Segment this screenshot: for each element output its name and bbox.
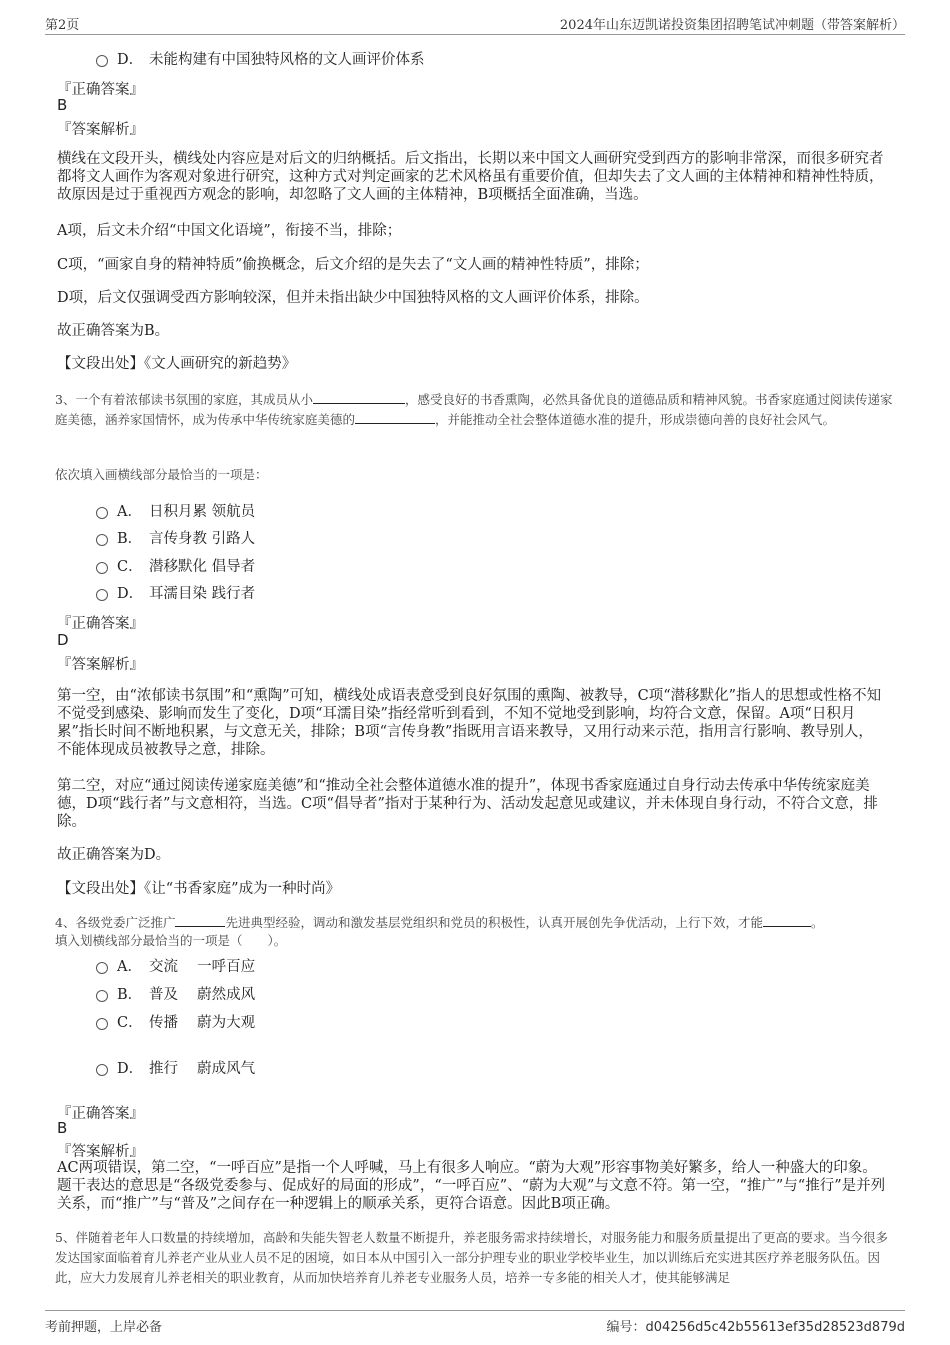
radio-icon[interactable]	[96, 589, 108, 601]
answer-label: 『正确答案』	[57, 82, 144, 98]
answer-value: B	[57, 96, 68, 114]
answer-value: D	[57, 631, 69, 649]
radio-icon[interactable]	[96, 534, 108, 546]
document-title: 2024年山东迈凯诺投资集团招聘笔试冲刺题（带答案解析）	[559, 18, 905, 33]
answer-label: 『正确答案』	[57, 616, 144, 632]
analysis-paragraph: C项，“画家自身的精神特质”偷换概念，后文介绍的是失去了“文人画的精神性特质”，排除；	[57, 257, 649, 273]
page-footer	[45, 1310, 905, 1333]
q2-option-d[interactable]	[96, 48, 425, 68]
analysis-label: 『答案解析』	[57, 122, 144, 138]
answer-label: 『正确答案』	[57, 1106, 144, 1122]
question-prompt: 填入划横线部分最恰当的一项是（ ）。	[55, 933, 287, 948]
analysis-paragraph: 第一空，由“浓郁读书氛围”和“熏陶”可知，横线处成语表意受到良好氛围的熏陶、被教导，C项“潜移默化”指人的思想或性格不知不觉受到感染、影响而发生了变化，D项“耳濡目染”指经常听到看到，不知不觉地受到影响，均符合文意，保留。A项“日积月累”指长时间不断地积累，与文意无关，排除；B项“言传身教”指既用言语来教导，又用行动来示范，指用言行影响、教导别人，不能体现成员被教导之意，排除。	[57, 688, 882, 758]
question-stem: 5、伴随着老年人口数量的持续增加，高龄和失能失智老人数量不断提升，养老服务需求持续增长，对服务能力和服务质量提出了更高的要求。当今很多发达国家面临着育儿养老产业从业人员不足的困境，如日本从中国引入一部分护理专业的职业学校毕业生，加以训练后充实进其医疗养老服务队伍。因此，应大力发展育儿养老相关的职业教育，从而加快培养育儿养老专业服务人员，培养一专多能的相关人才，使其能够满足	[55, 1230, 888, 1285]
analysis-label: 『答案解析』	[57, 657, 144, 673]
analysis-label: 『答案解析』	[57, 1144, 144, 1160]
radio-icon[interactable]	[96, 55, 108, 67]
q4-option-d[interactable]: D． 推行 蔚成风气	[96, 1057, 255, 1077]
q3-option-b[interactable]: B． 言传身教 引路人	[96, 527, 255, 547]
question-prompt: 依次填入画横线部分最恰当的一项是：	[55, 467, 268, 482]
option-text: 未能构建有中国独特风格的文人画评价体系	[149, 51, 425, 68]
radio-icon[interactable]	[96, 990, 108, 1002]
q3-option-a[interactable]: A． 日积月累 领航员	[96, 500, 255, 520]
fill-blank	[313, 403, 405, 404]
analysis-paragraph: AC两项错误，第二空，“一呼百应”是指一个人呼喊，马上有很多人响应。“蔚为大观”形容事物美好繁多，给人一种盛大的印象。题干表达的意思是“各级党委参与、促成好的局面的形成”，“一呼百应”、“蔚为大观”与文意不符。第一空，“推广”与“推行”是并列关系，而“推广”与“普及”之间存在一种逻辑上的顺承关系，更符合语意。因此B项正确。	[57, 1160, 886, 1212]
page-number: 第2页	[45, 18, 80, 33]
q4-option-b[interactable]: B． 普及 蔚然成风	[96, 983, 255, 1003]
radio-icon[interactable]	[96, 562, 108, 574]
q4-option-a[interactable]: A． 交流 一呼百应	[96, 955, 255, 975]
analysis-paragraph: 横线在文段开头，横线处内容应是对后文的归纳概括。后文指出，长期以来中国文人画研究受到西方的影响非常深，而很多研究者都将文人画作为客观对象进行研究，这种方式对判定画家的艺术风格虽有重要价值，但却失去了文人画的主体精神和精神性特质，故原因是过于重视西方观念的影响，却忽略了文人画的主体精神，B项概括全面准确，当选。	[57, 151, 884, 203]
document-code: 编号：d04256d5c42b55613ef35d28523d879d	[606, 1320, 905, 1335]
page-header	[45, 12, 905, 35]
analysis-paragraph: A项，后文未介绍“中国文化语境”，衔接不当，排除；	[57, 223, 402, 239]
q3-option-c[interactable]: C． 潜移默化 倡导者	[96, 555, 255, 575]
radio-icon[interactable]	[96, 962, 108, 974]
fill-blank	[763, 926, 811, 927]
analysis-paragraph: D项，后文仅强调受西方影响较深，但并未指出缺少中国独特风格的文人画评价体系，排除。	[57, 290, 649, 306]
q4-option-c[interactable]: C． 传播 蔚为大观	[96, 1011, 255, 1031]
source-citation: 【文段出处】《文人画研究的新趋势》	[57, 356, 297, 372]
source-citation: 【文段出处】《让“书香家庭”成为一种时尚》	[57, 881, 341, 897]
fill-blank	[355, 423, 435, 424]
radio-icon[interactable]	[96, 1018, 108, 1030]
analysis-paragraph: 故正确答案为D。	[57, 847, 171, 863]
question-stem: 4、各级党委广泛推广 先进典型经验，调动和激发基层党组织和党员的积极性，认真开展创先争优活动，上行下效，才能 。	[55, 915, 824, 930]
radio-icon[interactable]	[96, 1064, 108, 1076]
fill-blank	[175, 926, 225, 927]
radio-icon[interactable]	[96, 507, 108, 519]
question-stem: 3、一个有着浓郁读书氛围的家庭，其成员从小 ，感受良好的书香熏陶，必然具备优良的道德品质和精神风貌。书香家庭通过阅读传递家庭美德，涵养家国情怀，成为传承中华传统家庭美德的 ，并能推动全社会整体道德水准的提升，形成崇德向善的良好社会风气。	[55, 392, 893, 427]
q3-option-d[interactable]: D． 耳濡目染 践行者	[96, 582, 255, 602]
footer-slogan: 考前押题，上岸必备	[45, 1320, 163, 1335]
analysis-paragraph: 故正确答案为B。	[57, 323, 170, 339]
analysis-paragraph: 第二空，对应“通过阅读传递家庭美德”和“推动全社会整体道德水准的提升”，体现书香家庭通过自身行动去传承中华传统家庭美德，D项“践行者”与文意相符，当选。C项“倡导者”指对于某种行为、活动发起意见或建议，并未体现自身行动，不符合文意，排除。	[57, 778, 878, 830]
option-key: D．	[117, 51, 144, 68]
answer-value: B	[57, 1119, 68, 1137]
